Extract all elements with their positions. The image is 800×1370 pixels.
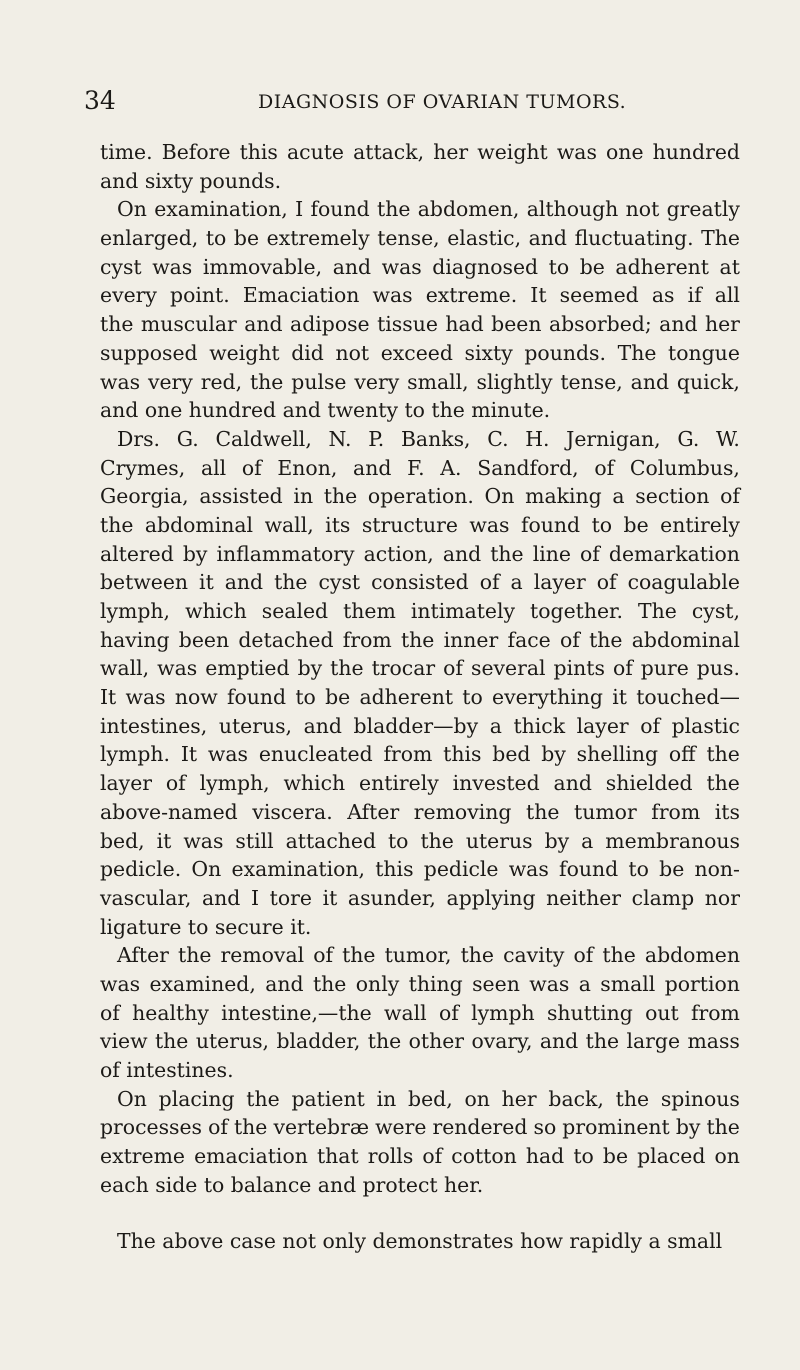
page-number: 34 [84, 86, 116, 115]
text-line: Drs. G. Caldwell, N. P. Banks, C. H. Jernigan, G. W. [117, 426, 740, 451]
text-line: Crymes, all of Enon, and F. A. Sandford, of Columbus, [100, 455, 740, 480]
text-line: and sixty pounds. [100, 168, 282, 193]
paragraph [100, 138, 740, 195]
text-line: view the uterus, bladder, the other ovary, and the large mass [100, 1029, 740, 1054]
text-line: having been detached from the inner face of the abdominal [100, 627, 740, 652]
text-line: enlarged, to be extremely tense, elastic, and fluctuating. The [100, 226, 740, 251]
paragraph [100, 425, 740, 941]
running-title: DIAGNOSIS OF OVARIAN TUMORS. [258, 91, 627, 113]
text-line: each side to balance and protect her. [100, 1172, 484, 1197]
text-line: intestines, uterus, and bladder—by a thick layer of plastic [100, 713, 740, 738]
text-line: every point. Emaciation was extreme. It seemed as if all [100, 283, 740, 308]
text-line: pedicle. On examination, this pedicle was found to be non- [100, 857, 740, 882]
text-line: between it and the cyst consisted of a layer of coagulable [100, 570, 740, 595]
text-line: the abdominal wall, its structure was found to be entirely [100, 512, 740, 537]
text-line: was very red, the pulse very small, slightly tense, and quick, [100, 369, 740, 394]
text-line: of healthy intestine,—the wall of lymph shutting out from [100, 1000, 740, 1025]
text-line: lymph, which sealed them intimately together. The cyst, [100, 599, 740, 623]
text-line: of intestines. [100, 1058, 234, 1082]
text-line: cyst was immovable, and was diagnosed to be adherent at [100, 254, 740, 279]
text-line: extreme emaciation that rolls of cotton had to be placed on [100, 1144, 740, 1169]
text-line: wall, was emptied by the trocar of several pints of pure pus. [100, 656, 740, 681]
text-line: After the removal of the tumor, the cavity of the abdomen [117, 943, 740, 968]
paragraph [100, 941, 740, 1084]
text-line: bed, it was still attached to the uterus by a membranous [100, 828, 740, 853]
paragraph [100, 195, 740, 425]
text-line: On examination, I found the abdomen, although not greatly [117, 197, 740, 222]
text-line: altered by inflammatory action, and the line of demarkation [100, 541, 740, 566]
text-line: the muscular and adipose tissue had been absorbed; and her [100, 312, 740, 337]
text-line: time. Before this acute attack, her weight was one hundred [100, 140, 740, 164]
text-line: was examined, and the only thing seen was a small portion [100, 971, 740, 996]
text-line: lymph. It was enucleated from this bed by shelling off the [100, 742, 740, 767]
text-line: and one hundred and twenty to the minute. [100, 398, 551, 423]
text-line: It was now found to be adherent to everything it touched— [100, 685, 740, 710]
paragraph [100, 1227, 740, 1256]
body-text [100, 138, 740, 1256]
text-line: The above case not only demonstrates how rapidly a small [117, 1229, 723, 1254]
text-line: processes of the vertebræ were rendered so prominent by the [100, 1115, 740, 1140]
text-line: Georgia, assisted in the operation. On making a section of [100, 484, 740, 509]
text-line: layer of lymph, which entirely invested and shielded the [100, 771, 740, 796]
text-line: vascular, and I tore it asunder, applying neither clamp nor [100, 885, 740, 910]
text-line: supposed weight did not exceed sixty pounds. The tongue [100, 340, 740, 365]
text-line: above-named viscera. After removing the tumor from its [100, 799, 740, 824]
paragraph-gap [100, 1199, 740, 1227]
text-line: On placing the patient in bed, on her back, the spinous [117, 1086, 740, 1111]
text-line: ligature to secure it. [100, 914, 312, 939]
paragraph [100, 1085, 740, 1200]
page-header [84, 86, 732, 116]
